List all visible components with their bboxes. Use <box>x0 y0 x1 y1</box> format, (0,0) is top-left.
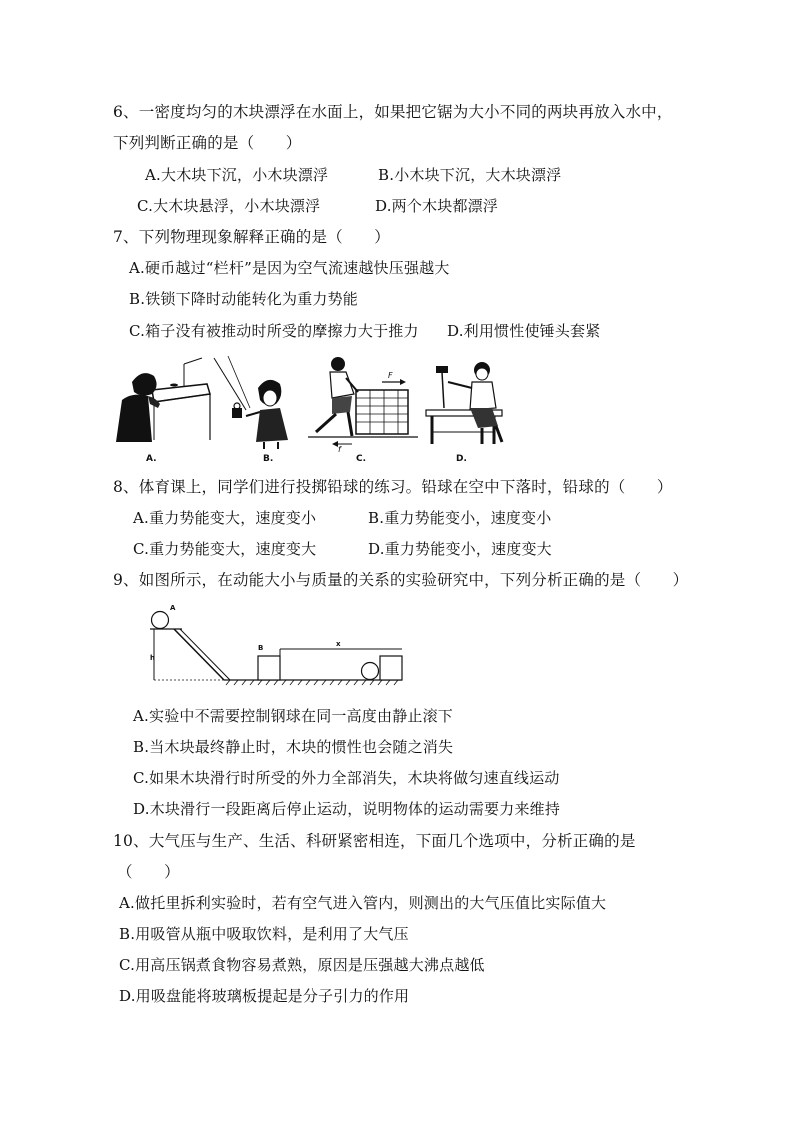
q10-option-d: D.用吸盘能将玻璃板提起是分子引力的作用 <box>119 987 410 1005</box>
q6-option-d: D.两个木块都漂浮 <box>375 197 499 215</box>
q6-option-b: B.小木块下沉，大木块漂浮 <box>378 166 562 184</box>
q9-figure <box>140 600 410 690</box>
q10-option-b: B.用吸管从瓶中吸取饮料，是利用了大气压 <box>119 925 409 943</box>
q9-label-b: B <box>258 644 264 652</box>
q7-figure-c-force-label: F <box>388 371 393 380</box>
q10-option-a: A.做托里拆利实验时，若有空气进入管内，则测出的大气压值比实际值大 <box>119 894 607 912</box>
q9-stem: 9、如图所示，在动能大小与质量的关系的实验研究中，下列分析正确的是（ ） <box>113 571 689 589</box>
q7-option-a: A.硬币越过“栏杆”是因为空气流速越快压强越大 <box>129 259 450 277</box>
q9-option-d: D.木块滑行一段距离后停止运动，说明物体的运动需要力来维持 <box>133 800 561 818</box>
q9-ball-a <box>152 612 169 629</box>
q9-block-b <box>258 656 280 680</box>
q7-option-b: B.铁锁下降时动能转化为重力势能 <box>129 290 358 308</box>
q7-figure-d-label: D. <box>456 454 467 464</box>
q7-option-c: C.箱子没有被推动时所受的摩擦力大于推力 <box>129 322 419 340</box>
q10-stem-line1: 10、大气压与生产、生活、科研紧密相连，下面几个选项中，分析正确的是 <box>113 832 636 850</box>
q6-option-a: A.大木块下沉，小木块漂浮 <box>145 166 329 184</box>
q10-option-c: C.用高压锅煮食物容易煮熟，原因是压强越大沸点越低 <box>119 956 485 974</box>
q7-figure-row <box>112 352 512 470</box>
q7-option-d: D.利用惯性使锤头套紧 <box>447 322 601 340</box>
q8-option-a: A.重力势能变大，速度变小 <box>133 509 317 527</box>
q6-stem-line1: 6、一密度均匀的木块漂浮在水面上，如果把它锯为大小不同的两块再放入水中， <box>113 103 673 121</box>
q8-stem: 8、体育课上，同学们进行投掷铅球的练习。铅球在空中下落时，铅球的（ ） <box>113 478 673 496</box>
q9-option-a: A.实验中不需要控制钢球在同一高度由静止滚下 <box>133 707 454 725</box>
q7-figure-a-label: A. <box>146 454 157 464</box>
q9-option-c: C.如果木块滑行时所受的外力全部消失，木块将做匀速直线运动 <box>133 769 560 787</box>
q9-label-h: h <box>150 654 155 662</box>
q7-figure-c <box>308 352 418 452</box>
q10-stem-line2: （ ） <box>117 863 180 881</box>
q7-figure-c-friction-label: f <box>338 445 341 452</box>
q9-label-x: x <box>336 640 341 648</box>
q6-stem-line2: 下列判断正确的是（ ） <box>113 134 302 152</box>
q7-figure-c-label: C. <box>356 454 367 464</box>
q7-stem: 7、下列物理现象解释正确的是（ ） <box>113 228 390 246</box>
q6-option-c: C.大木块悬浮，小木块漂浮 <box>137 197 321 215</box>
q8-option-d: D.重力势能变小，速度变大 <box>368 540 552 558</box>
q7-figure-a <box>112 352 212 452</box>
q9-label-a: A <box>170 604 176 612</box>
q9-option-b: B.当木块最终静止时，木块的惯性也会随之消失 <box>133 738 454 756</box>
q7-figure-b-label: B. <box>263 454 274 464</box>
q7-figure-d <box>422 352 532 452</box>
q7-figure-b <box>210 352 310 452</box>
q8-option-c: C.重力势能变大，速度变大 <box>133 540 317 558</box>
q8-option-b: B.重力势能变小，速度变小 <box>368 509 552 527</box>
